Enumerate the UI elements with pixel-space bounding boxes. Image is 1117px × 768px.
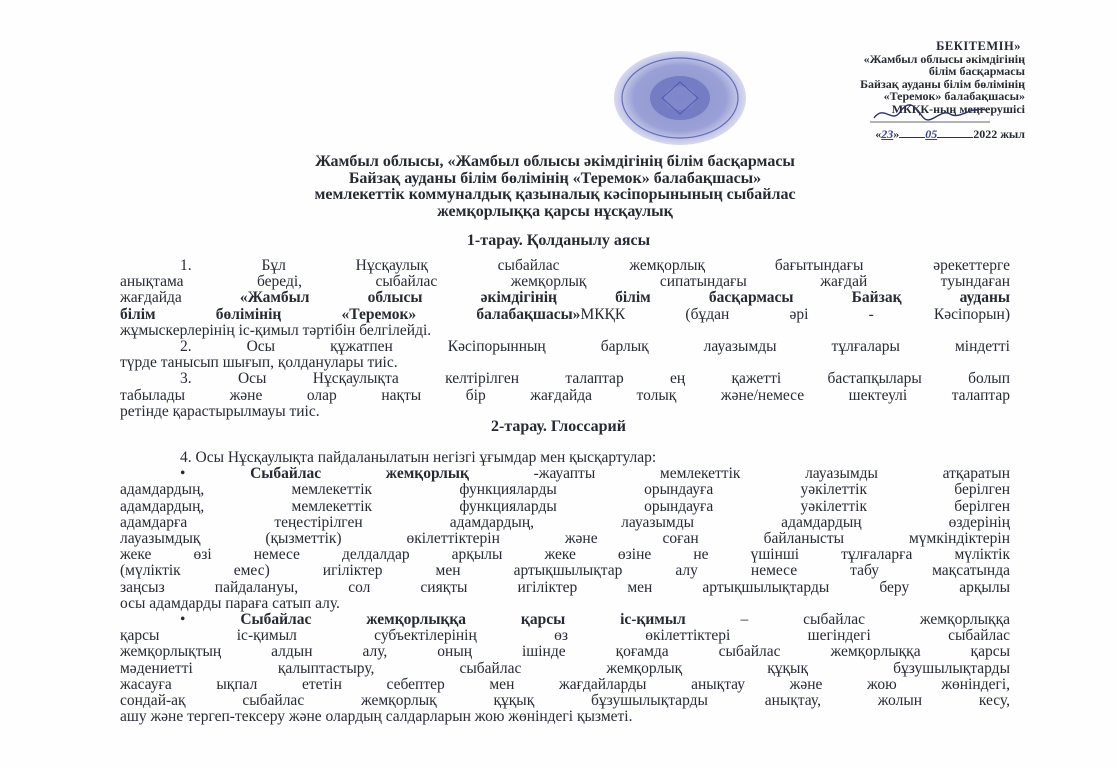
chapter-1-body bbox=[120, 258, 1010, 420]
chapter-1-heading: 1-тарау. Қолданылу аясы bbox=[466, 232, 651, 249]
approval-date bbox=[720, 128, 1025, 141]
paragraph-3-line: ретінде қарастырылмауы тиіс. bbox=[120, 403, 320, 420]
date-open-quote: « bbox=[875, 127, 882, 142]
title-line: жемқорлыққа қарсы нұсқаулық bbox=[437, 202, 673, 220]
paragraph-1-line: білім бөлімінің «Теремок» балабақшасы»МКҚК (бұдан әрі - Кәсіпорын) bbox=[120, 306, 1010, 323]
term-1-line: заңсыз пайдалануы, сол сияқты игіліктер мен артықшылықтарды беру арқылы bbox=[120, 579, 1010, 596]
approval-block bbox=[720, 40, 1025, 141]
paragraph-3-line: 3. Осы Нұсқаулықта келтірілген талаптар ең қажетті бастапқылары болып bbox=[180, 371, 1010, 388]
term-1-line: адамдардың, мемлекеттік функцияларды орындауға уәкілеттік берілген bbox=[120, 482, 1010, 499]
signature-icon bbox=[870, 100, 990, 126]
term-2-line: сондай-ақ сыбайлас жемқорлық құқық бұзушылықтарды анықтау, жолын кесу, bbox=[120, 693, 1010, 710]
chapter-2-heading: 2-тарау. Глоссарий bbox=[491, 418, 626, 435]
approval-line: МКҚК-ның меңгерушісі bbox=[891, 101, 1025, 116]
approval-line: білім басқармасы bbox=[928, 64, 1025, 79]
term-1-line: жеке өзі немесе делдалдар арқылы жеке өзіне не үшінші тұлғаларға мүліктік bbox=[120, 547, 1010, 564]
paragraph-2-line: түрде танысып шығып, қолданулары тиіс. bbox=[120, 355, 398, 372]
org-name-bold: «Жамбыл облысы әкімдігінің білім басқармасы Байзақ ауданы bbox=[239, 290, 1010, 307]
title-line: Жамбыл облысы, «Жамбыл облысы әкімдігінің білім басқармасы bbox=[315, 153, 795, 170]
approval-line: «Теремок» балабақшасы» bbox=[883, 89, 1025, 104]
org-name-bold: білім бөлімінің «Теремок» балабақшасы» bbox=[120, 306, 581, 323]
term-2-title: Сыбайлас жемқорлыққа қарсы іс-қимыл bbox=[240, 612, 686, 629]
paragraph-2-line: 2. Осы құжатпен Кәсіпорынның барлық лауазымды тұлғалары міндетті bbox=[180, 339, 1010, 356]
signature-line bbox=[720, 116, 1025, 129]
term-2-line: жасауға ықпал ететін себептер мен жағдайларды анықтау және жою жөніндегі, bbox=[120, 676, 1010, 693]
term-1-line: • Сыбайлас жемқорлық -жауапты мемлекеттік лауазымды атқаратын bbox=[180, 466, 1010, 483]
date-month: 05 bbox=[925, 127, 938, 142]
term-2-line: жемқорлықтың алдын алу, оның ішінде қоғамда сыбайлас жемқорлыққа қарсы bbox=[120, 644, 1010, 661]
approval-line: «Жамбыл облысы әкімдігінің bbox=[863, 51, 1025, 66]
term-2-line: қарсы іс-қимыл субъектілерінің өз өкілеттіктері шегіндегі сыбайлас bbox=[120, 628, 1010, 645]
term-1-line: лауазымдық (қызметтік) өкілеттіктерін және соған байланысты мүмкіндіктерін bbox=[120, 531, 1010, 548]
paragraph-4-line: 4. Осы Нұсқаулықта пайдаланылатын негізгі ұғымдар мен қысқартулар: bbox=[180, 450, 657, 466]
approval-heading: БЕКІТЕМІН» bbox=[936, 39, 1021, 53]
term-1-line: (мүліктік емес) игіліктер мен артықшылықтар алу немесе табу мақсатында bbox=[120, 563, 1010, 580]
paragraph-1-line: 1. Бұл Нұсқаулық сыбайлас жемқорлық бағытындағы әрекеттерге bbox=[180, 258, 1010, 274]
date-day: 23 bbox=[881, 127, 894, 142]
term-1-line: адамдардың, мемлекеттік функцияларды орындауға уәкілеттік берілген bbox=[120, 498, 1010, 515]
date-close-quote: » bbox=[893, 127, 900, 142]
term-1-line: осы адамдарды параға сатып алу. bbox=[120, 595, 340, 612]
paragraph-1-line: жағдайда «Жамбыл облысы әкімдігінің білім басқармасы Байзақ ауданы bbox=[120, 290, 1010, 307]
document-title bbox=[120, 154, 990, 220]
title-line: Байзақ ауданы білім бөлімінің «Теремок» балабақшасы» bbox=[348, 169, 762, 187]
title-line: мемлекеттік коммуналдық қазыналық кәсіпорынының сыбайлас bbox=[314, 186, 796, 203]
paragraph-1-line: жұмыскерлерінің іс-қимыл тәртібін белгілейді. bbox=[120, 322, 432, 339]
term-1-title: Сыбайлас жемқорлық bbox=[250, 466, 469, 483]
date-year: 2022 жыл bbox=[973, 127, 1025, 142]
paragraph-3-line: табылады және олар нақты бір жағдайда толық және/немесе шектеулі талаптар bbox=[120, 387, 1010, 404]
paragraph-1-line: анықтама береді, сыбайлас жемқорлық сипатындағы жағдай туындаған bbox=[120, 274, 1010, 291]
term-2-line: • Сыбайлас жемқорлыққа қарсы іс-қимыл – сыбайлас жемқорлыққа bbox=[180, 612, 1010, 629]
term-2-line: ашу және тергеп-тексеру және олардың салдарларын жою жөніндегі қызметі. bbox=[120, 709, 633, 726]
chapter-2-body bbox=[120, 450, 1010, 725]
term-1-line: адамдарға теңестірілген адамдардың, лауазымды адамдардың өздерінің bbox=[120, 514, 1010, 531]
approval-line: Байзақ ауданы білім бөлімінің bbox=[860, 76, 1025, 91]
term-2-line: мәдениетті қалыптастыру, сыбайлас жемқорлық құқық бұзушылықтарды bbox=[120, 660, 1010, 677]
